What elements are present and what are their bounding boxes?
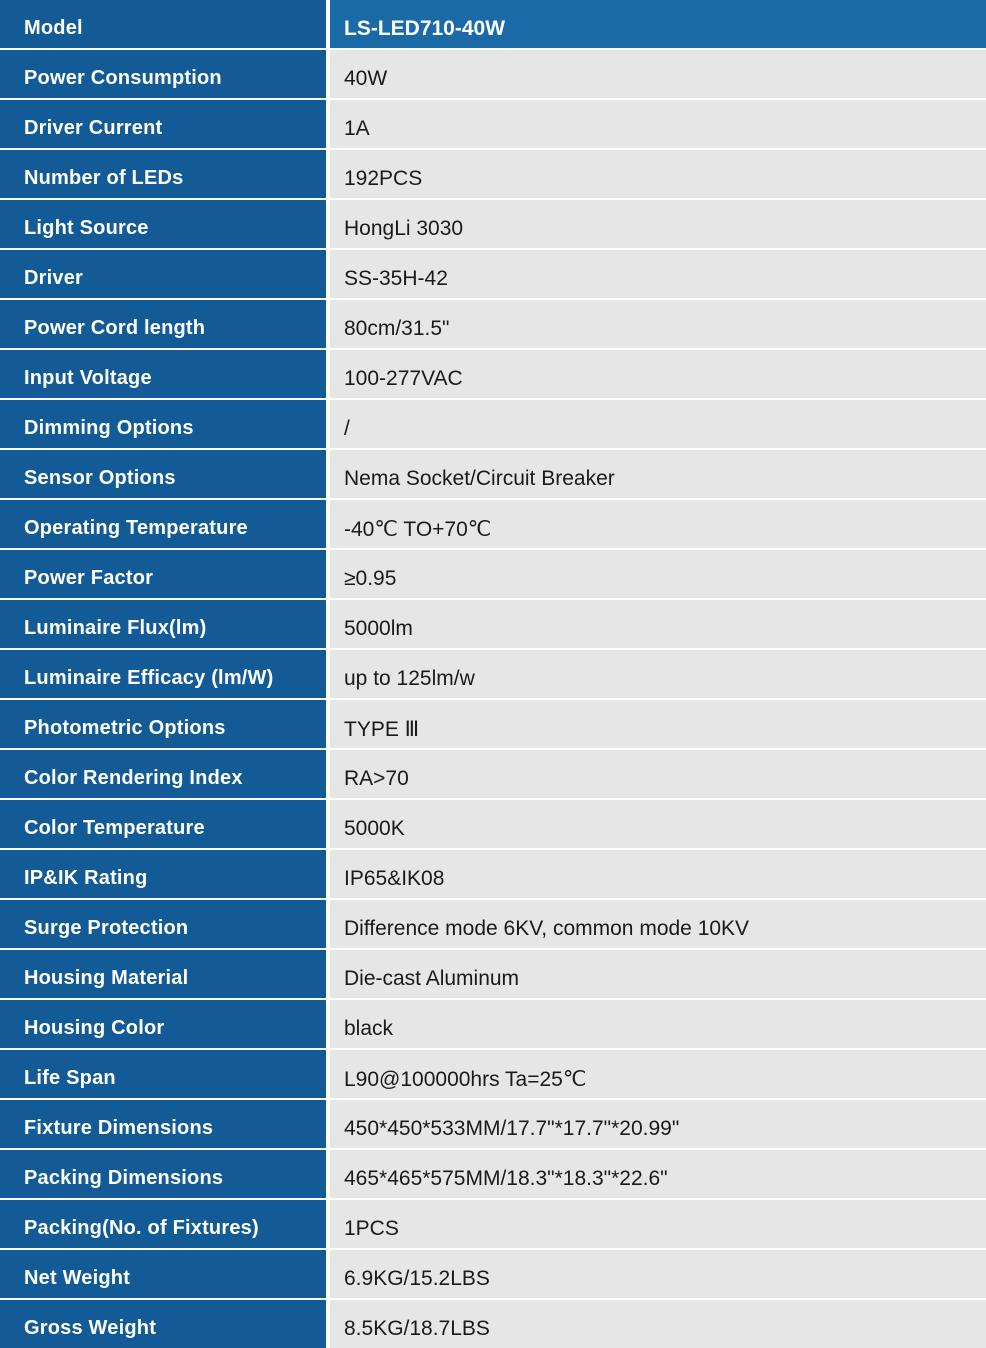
- spec-value: HongLi 3030: [328, 200, 986, 248]
- spec-label: Luminaire Efficacy (lm/W): [0, 650, 328, 698]
- spec-label: Model: [0, 0, 328, 48]
- spec-value: RA>70: [328, 750, 986, 798]
- spec-row: [0, 1000, 986, 1050]
- spec-row: [0, 1150, 986, 1200]
- spec-row: [0, 900, 986, 950]
- spec-value: LS-LED710-40W: [328, 0, 986, 48]
- spec-row: [0, 200, 986, 250]
- spec-value: 1PCS: [328, 1200, 986, 1248]
- spec-label: Driver: [0, 250, 328, 298]
- spec-value: 1A: [328, 100, 986, 148]
- spec-label: Life Span: [0, 1050, 328, 1098]
- spec-row: [0, 950, 986, 1000]
- spec-row: [0, 150, 986, 200]
- spec-value: L90@100000hrs Ta=25℃: [328, 1050, 986, 1098]
- spec-row: [0, 1100, 986, 1150]
- spec-label: Packing Dimensions: [0, 1150, 328, 1198]
- spec-label: Operating Temperature: [0, 500, 328, 548]
- spec-label: IP&IK Rating: [0, 850, 328, 898]
- spec-row: [0, 600, 986, 650]
- spec-value: Nema Socket/Circuit Breaker: [328, 450, 986, 498]
- spec-label: Light Source: [0, 200, 328, 248]
- spec-value: black: [328, 1000, 986, 1048]
- spec-row: [0, 400, 986, 450]
- spec-row: [0, 50, 986, 100]
- spec-label: Power Cord length: [0, 300, 328, 348]
- spec-label: Fixture Dimensions: [0, 1100, 328, 1148]
- spec-label: Input Voltage: [0, 350, 328, 398]
- spec-row: [0, 450, 986, 500]
- spec-label: Color Temperature: [0, 800, 328, 848]
- spec-row: [0, 650, 986, 700]
- spec-row: [0, 1200, 986, 1250]
- spec-value: ≥0.95: [328, 550, 986, 598]
- spec-label: Surge Protection: [0, 900, 328, 948]
- spec-value: 192PCS: [328, 150, 986, 198]
- spec-value: IP65&IK08: [328, 850, 986, 898]
- spec-row-model: [0, 0, 986, 50]
- spec-row: [0, 750, 986, 800]
- spec-label: Color Rendering Index: [0, 750, 328, 798]
- spec-label: Power Consumption: [0, 50, 328, 98]
- spec-value: /: [328, 400, 986, 448]
- spec-label: Sensor Options: [0, 450, 328, 498]
- spec-value: 450*450*533MM/17.7"*17.7"*20.99": [328, 1100, 986, 1148]
- spec-row: [0, 300, 986, 350]
- spec-label: Gross Weight: [0, 1300, 328, 1348]
- spec-label: Packing(No. of Fixtures): [0, 1200, 328, 1248]
- spec-label: Driver Current: [0, 100, 328, 148]
- spec-value: 8.5KG/18.7LBS: [328, 1300, 986, 1348]
- spec-row: [0, 250, 986, 300]
- spec-value: 5000K: [328, 800, 986, 848]
- spec-row: [0, 800, 986, 850]
- spec-label: Housing Color: [0, 1000, 328, 1048]
- spec-label: Dimming Options: [0, 400, 328, 448]
- spec-label: Power Factor: [0, 550, 328, 598]
- spec-label: Luminaire Flux(lm): [0, 600, 328, 648]
- spec-row: [0, 350, 986, 400]
- spec-label: Number of LEDs: [0, 150, 328, 198]
- spec-row: [0, 850, 986, 900]
- spec-row: [0, 1250, 986, 1300]
- spec-value: 100-277VAC: [328, 350, 986, 398]
- spec-value: 465*465*575MM/18.3"*18.3"*22.6": [328, 1150, 986, 1198]
- spec-value: SS-35H-42: [328, 250, 986, 298]
- spec-row: [0, 700, 986, 750]
- spec-value: Difference mode 6KV, common mode 10KV: [328, 900, 986, 948]
- spec-value: Die-cast Aluminum: [328, 950, 986, 998]
- spec-row: [0, 1050, 986, 1100]
- spec-value: TYPE Ⅲ: [328, 700, 986, 748]
- spec-value: 40W: [328, 50, 986, 98]
- spec-value: 6.9KG/15.2LBS: [328, 1250, 986, 1298]
- spec-label: Net Weight: [0, 1250, 328, 1298]
- spec-row: [0, 100, 986, 150]
- spec-value: up to 125lm/w: [328, 650, 986, 698]
- spec-row: [0, 550, 986, 600]
- spec-value: 80cm/31.5": [328, 300, 986, 348]
- spec-value: -40℃ TO+70℃: [328, 500, 986, 548]
- spec-value: 5000lm: [328, 600, 986, 648]
- spec-label: Photometric Options: [0, 700, 328, 748]
- spec-row: [0, 1300, 986, 1348]
- spec-row: [0, 500, 986, 550]
- spec-label: Housing Material: [0, 950, 328, 998]
